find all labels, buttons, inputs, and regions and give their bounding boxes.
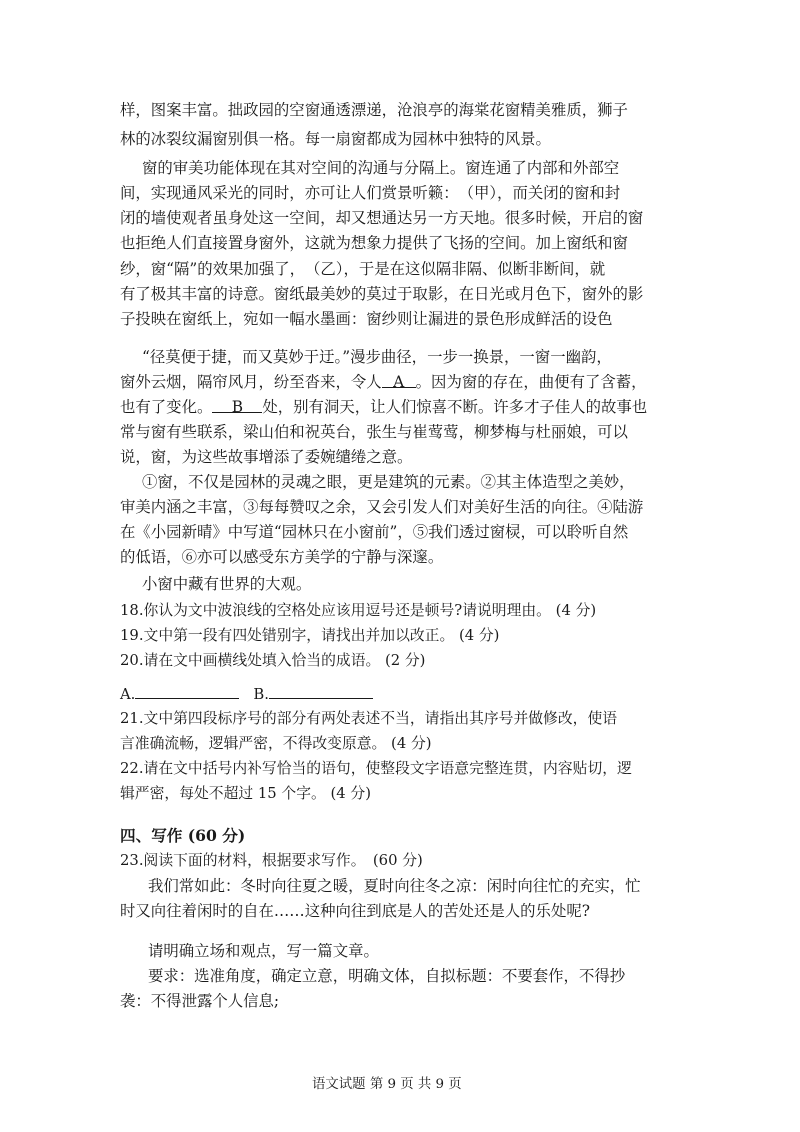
passage-p2-line3: 闭的墙使观者虽身处这一空间，却又想通达另一方天地。很多时候，开启的窗 <box>120 209 644 227</box>
question-20: 20.请在文中画横线处填入恰当的成语。 (2 分) <box>120 652 426 669</box>
question-21-line2: 言准确流畅，逻辑严密，不得改变原意。 (4 分) <box>120 735 432 752</box>
material-line1: 我们常如此：冬时向往夏之暖，夏时向往冬之凉：闲时向往忙的充实，忙 <box>148 877 641 895</box>
question-23: 23.阅读下面的材料，根据要求写作。 (60 分) <box>120 852 423 869</box>
passage-p2-line7: 子投映在窗纸上，宛如一幅水墨画：窗纱则让漏进的景色形成鲜活的设色 <box>120 310 613 328</box>
requirement-line1: 请明确立场和观点，写一篇文章。 <box>148 942 379 960</box>
page-footer: 语文试题 第 9 页 共 9 页 <box>312 1077 462 1092</box>
answer-a-line[interactable] <box>135 680 239 699</box>
passage-p3-line3 <box>120 394 647 420</box>
passage-p5-line1: 小窗中藏有世界的大观。 <box>142 575 312 593</box>
blank-b-label: B <box>231 398 244 416</box>
passage-p4-line3: 在《小园新晴》中写道“园林只在小窗前”，⑤我们透过窗棂，可以聆听自然 <box>120 523 629 541</box>
question-20-answers <box>120 680 373 708</box>
passage-p3-line2-start: 窗外云烟，隔帘风月，纷至沓来，令人 <box>120 373 382 391</box>
passage-p3-line3-start: 也有了变化。 <box>120 398 213 416</box>
passage-p3-line5: 说，窗，为这些故事增添了委婉缱绻之意。 <box>120 448 413 466</box>
blank-a <box>382 369 416 391</box>
question-18: 18.你认为文中波浪线的空格处应该用逗号还是顿号?请说明理由。 (4 分) <box>120 602 597 619</box>
passage-p4-line4: 的低语，⑥亦可以感受东方美学的宁静与深邃。 <box>120 548 444 566</box>
requirement-line3: 袭：不得泄露个人信息; <box>120 992 280 1010</box>
passage-p2-line5: 纱，窗“隔”的效果加强了， （乙），于是在这似隔非隔、似断非断间，就 <box>120 260 606 278</box>
blank-a-label: A <box>393 373 405 391</box>
passage-p1-line2: 林的冰裂纹漏窗别俱一格。每一扇窗都成为园林中独特的风景。 <box>120 130 551 148</box>
writing-section-heading: 四、写作 (60 分) <box>120 826 246 845</box>
passage-p2-line2: 间，实现通风采光的同时，亦可让人们赏景听籁： （甲），而关闭的窗和封 <box>120 184 621 202</box>
passage-p4-line2: 审美内涵之丰富，③每每赞叹之余，又会引发人们对美好生活的向往。④陆游 <box>120 498 644 516</box>
material-line2: 时又向往着闲时的自在……这种向往到底是人的苦处还是人的乐处呢? <box>120 902 590 920</box>
passage-p3-line1: “径莫便于捷，而又莫妙于迂。”漫步曲径，一步一换景，一窗一幽韵， <box>142 348 612 366</box>
question-22-line1: 22.请在文中括号内补写恰当的语句，使整段文字语意完整连贯，内容贴切，逻 <box>120 760 632 777</box>
blank-b <box>212 394 262 416</box>
answer-a-label: A. <box>120 686 136 703</box>
passage-p4-line1: ①窗，不仅是园林的灵魂之眼，更是建筑的元素。②其主体造型之美妙， <box>142 473 635 491</box>
passage-p2-line1: 窗的审美功能体现在其对空间的沟通与分隔上。窗连通了内部和外部空 <box>142 159 620 177</box>
passage-p2-line6: 有了极其丰富的诗意。窗纸最美妙的莫过于取影，在日光或月色下，窗外的影 <box>120 285 644 303</box>
requirement-line2: 要求：选准角度，确定立意，明确文体，自拟标题：不要套作，不得抄 <box>148 967 626 985</box>
passage-p1-line1: 样，图案丰富。拙政园的空窗通透漂递，沧浪亭的海棠花窗精美雅质，狮子 <box>120 101 628 119</box>
passage-p3-line2 <box>120 369 647 395</box>
question-21-line1: 21.文中第四段标序号的部分有两处表述不当，请指出其序号并做修改，使语 <box>120 710 618 727</box>
passage-p3-line4: 常与窗有些联系，梁山伯和祝英台，张生与崔莺莺，柳梦梅与杜丽娘，可以 <box>120 423 628 441</box>
passage-p3-line2-end: 。因为窗的存在，曲便有了含蓄， <box>415 373 647 391</box>
passage-p3-line3-end: 处，别有洞天，让人们惊喜不断。许多才子佳人的故事也 <box>262 398 648 416</box>
answer-b-line[interactable] <box>269 680 373 699</box>
passage-p2-line4: 也拒绝人们直接置身窗外，这就为想象力提供了飞扬的空间。加上窗纸和窗 <box>120 234 628 252</box>
question-19: 19.文中第一段有四处错别字，请找出并加以改正。 (4 分) <box>120 627 500 644</box>
question-22-line2: 辑严密，每处不超过 15 个字。 (4 分) <box>120 785 371 802</box>
answer-b-label: B. <box>253 686 269 703</box>
